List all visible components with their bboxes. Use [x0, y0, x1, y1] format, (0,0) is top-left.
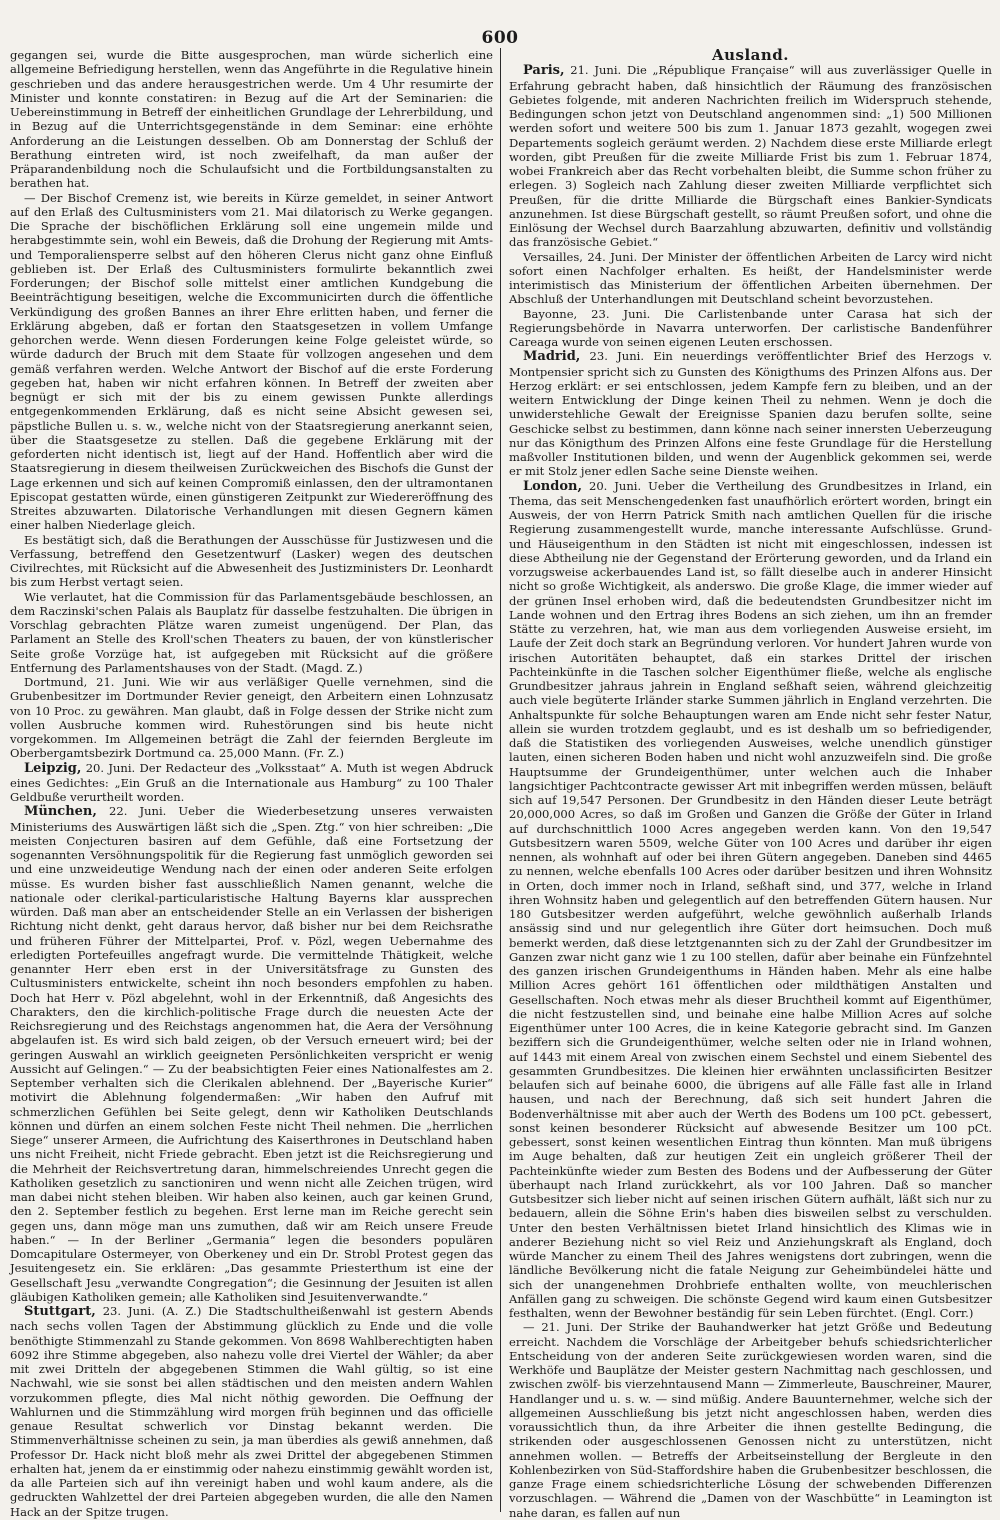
paragraph-text: 23. Juni. Ein neuerdings veröffentlichter Brief des Herzogs v. Montpensier spricht sich zu Gunsten des Königthums des Prinzen Alfons aus. Der Herzog erklärt: er sei entschlossen, jedem Kampfe fern zu bleiben, und an der weitern Entwicklung der Dinge keinen Theil zu nehmen. Wenn je doch die unwiderstehliche Gewalt der Ereignisse Spanien dazu berufen sollte, seine Geschicke selbst zu bestimmen, dann könne nach seiner innersten Ueberzeugung nur das Königthum des Prinzen Alfons eine feste Grundlage für die Herstellung maßvoller Institutionen bilden, und wenn der Augenblick gekommen sei, werde er mit Stolz jener edlen Sache seine Dienste weihen.	[509, 349, 992, 479]
paragraph-text: Dortmund, 21. Juni. Wie wir aus verläßiger Quelle vernehmen, sind die Grubenbesitzer im Dortmunder Revier geneigt, den Arbeitern einen Lohnzusatz von 10 Proc. zu gewähren. Man glaubt, daß in Folge dessen der Strike nicht zum vollen Ausbruche kommen wird. Ruhestörungen sind bis heute nicht vorgekommen. Im Allgemeinen beträgt die Zahl der feiernden Bergleute im Oberbergamtsbezirk Dortmund ca. 25,000 Mann. (Fr. Z.)	[10, 675, 493, 761]
dateline: Leipzig,	[24, 760, 82, 776]
article-paragraph	[10, 1304, 493, 1519]
page-number: 600	[481, 28, 519, 48]
paragraph-text: Bayonne, 23. Juni. Die Carlistenbande unter Carasa hat sich der Regierungsbehörde in Navarra unterworfen. Der carlistische Bandenführer Careaga wurde von seinen eigenen Leuten erschossen.	[509, 306, 992, 349]
article-paragraph	[10, 804, 493, 1304]
article-paragraph	[10, 48, 493, 191]
article-paragraph	[10, 590, 493, 676]
article-paragraph	[509, 250, 992, 307]
dateline: Stuttgart,	[24, 1304, 96, 1319]
paragraph-text: Es bestätigt sich, daß die Berathungen der Ausschüsse für Justizwesen und die Verfassung, betreffend den Gesetzentwurf (Lasker) wegen des deutschen Civilrechtes, mit Rücksicht auf die Abwesenheit des Justizministers Dr. Leonhardt bis zum Herbst vertagt seien.	[10, 532, 493, 590]
paragraph-text: Wie verlautet, hat die Commission für das Parlamentsgebäude beschlossen, an dem Raczinski'schen Palais als Bauplatz für dasselbe festzuhalten. Die übrigen in Vorschlag gebrachten Plätze waren zumeist ungenügend. Der Plan, das Parlament an Stelle des Kroll'schen Theaters zu bauen, der von künstlerischer Seite große Vorzüge hat, ist aufgegeben mit Rücksicht auf die größere Entfernung des Parlamentshauses von der Stadt. (Magd. Z.)	[10, 589, 493, 675]
dateline: Madrid,	[523, 349, 581, 365]
paragraph-text: gegangen sei, wurde die Bitte ausgesprochen, man würde sicherlich eine allgemeine Befriedigung herstellen, wenn das Angeführte in die Regulative hinein geschrieben und das andere herausgestrichen werde. Um 4 Uhr resumirte der Minister und konnte constatiren: in Bezug auf die Art der Seminarien: die Uebereinstimmung in Betreff der einheitlichen Grundlage der Lehrerbildung, und in Bezug auf die Unterrichtsgegenstände in dem Seminar: eine erhöhte Anforderung an die Leistungen desselben. Ob am Donnerstag der Schluß der Berathung eintreten wird, ist noch zweifelhaft, da man außer der Präparandenbildung noch die Schulaufsicht und die Fortbildungsanstalten zu berathen hat.	[10, 48, 493, 191]
dateline: Paris,	[523, 63, 565, 79]
article-paragraph	[509, 349, 992, 478]
paragraph-text: — 21. Juni. Der Strike der Bauhandwerker hat jetzt Größe und Bedeutung erreicht. Nachdem die Vorschläge der Arbeitgeber behufs schiedsrichterlicher Entscheidung von der anderen Seite zurückgewiesen worden waren, sind die Werkhöfe und Bauplätze der Meister gestern Nachmittag nach geschlossen, und zwischen zwölf- bis vierzehntausend Mann — Zimmerleute, Bauschreiner, Maurer, Handlanger und u. s. w. — sind müßig. Andere Bauunternehmer, welche sich der allgemeinen Ausschließung bis jetzt nicht angeschlossen haben, werden dies voraussichtlich thun, da ihre Arbeiter die ihnen gestellte Bedingung, die strikenden oder ausgeschlossenen Genossen nicht zu unterstützen, nicht annehmen wollen. — Betreffs der Arbeitseinstellung der Bergleute in den Kohlenbezirken von Süd-Staffordshire haben die Grubenbesitzer beschlossen, die ganze Frage einem schiedsrichterliche Lösung der schwebenden Differenzen vorzuschlagen. — Während die „Damen von der Waschbütte“ in Leamington ist nahe daran, es fallen auf nun	[509, 1320, 992, 1520]
section-title-ausland: Ausland.	[711, 46, 790, 64]
article-paragraph	[10, 761, 493, 805]
article-columns	[10, 46, 992, 1520]
paragraph-text: 22. Juni. Ueber die Wiederbesetzung unseres verwaisten Ministeriums des Auswärtigen läßt sich die „Spen. Ztg.“ von hier schreiben: „Die meisten Conjecturen basiren auf dem Gefühle, daß eine Fortsetzung der sogenannten Versöhnungspolitik für die Regierung fast unmöglich geworden sei und eine unzweideutige Wendung nach der einen oder anderen Seite erfolgen müsse. Es wurden bisher fast ausschließlich Namen genannt, welche die nationale oder clerikal-particularistische Haltung Bayerns klar aussprechen würden. Daß man aber an entscheidender Stelle an ein Verlassen der bisherigen Richtung nicht denkt, geht daraus hervor, daß bisher nur bei dem Reichsrathe und früheren Führer der Mittelpartei, Prof. v. Pözl, wegen Uebernahme des erledigten Portefeuilles angefragt wurde. Die vermittelnde Thätigkeit, welche genannter Herr eben erst in der Universitätsfrage zu Gunsten des Cultusministers entwickelte, scheint ihn noch besonders empfohlen zu haben. Doch hat Herr v. Pözl abgelehnt, wohl in der Erkenntniß, daß Angesichts des Charakters, den die kirchlich-politische Frage durch die neuesten Acte der Reichsregierung und des Reichstags angenommen hat, die Aera der Versöhnung abgelaufen ist. Es wird sich bald zeigen, ob der Versuch erneuert wird; bei der geringen Auswahl an wirklich geeigneten Persönlichkeiten verspricht er wenig Aussicht auf Gelingen.“ — Zu der beabsichtigten Feier eines Nationalfestes am 2. September verhalten sich die Clerikalen ablehnend. Der „Bayerische Kurier“ motivirt die Ablehnung folgendermaßen: „Wir haben den Aufruf mit schmerzlichen Gefühlen bei Seite gelegt, denn wir Katholiken Deutschlands können und dürfen an einem solchen Feste nicht Theil nehmen. Die „herrlichen Siege“ unserer Armeen, die Aufrichtung des Kaiserthrones in Deutschland haben uns nicht Freiheit, nicht Friede gebracht. Eben jetzt ist die Reichsregierung und die Mehrheit der Reichsvertretung daran, himmelschreiendes Unrecht gegen die Katholiken gesetzlich zu sanctioniren und wenn nicht alle Zeichen trügen, wird man dabei nicht stehen bleiben. Wir haben also keinen, auch gar keinen Grund, den 2. September festlich zu begehen. Erst lerne man im Reiche gerecht sein gegen uns, dann möge man uns zumuthen, daß wir am Reich unsere Freude haben.“ — In der Berliner „Germania“ legen die besonders populären Domcapitulare Ostermeyer, von Oberkeney und ein Dr. Strobl Protest gegen das Jesuitengesetz ein. Sie erklären: „Das gesammte Priesterthum ist eine der Gesellschaft Jesu „verwandte Congregation“; die Gesinnung der Jesuiten ist allen gläubigen Katholiken gemein; alle Katholiken sind Jesuitenverwandte.“	[10, 804, 493, 1304]
right-column	[501, 46, 992, 1520]
article-paragraph	[509, 63, 992, 249]
left-column	[10, 48, 501, 1519]
article-paragraph	[509, 307, 992, 350]
paragraph-text: Versailles, 24. Juni. Der Minister der öffentlichen Arbeiten de Larcy wird nicht sofort einen Nachfolger erhalten. Es heißt, der Handelsminister werde interimistisch das Ministerium der öffentlichen Arbeiten übernehmen. Der Abschluß der Unterhandlungen mit Deutschland scheint bevorzustehen.	[509, 249, 992, 307]
article-paragraph	[509, 479, 992, 1321]
paragraph-text: 23. Juni. (A. Z.) Die Stadtschultheißenwahl ist gestern Abends nach sechs vollen Tagen der Abstimmung glücklich zu Ende und die volle benöthigte Stimmenzahl zu Stande gekommen. Von 8698 Wahlberechtigten haben 6092 ihre Stimme abgegeben, also nahezu volle drei Viertel der Wähler; da aber mit zwei Dritteln der abgegebenen Stimmen die Wahl gültig, so ist eine Nachwahl, wie sie sonst bei allen städtischen und den meisten andern Wahlen vorzukommen pflegte, dies Mal nicht nöthig geworden. Die Oeffnung der Wahlurnen und die Stimmzählung wird morgen früh beginnen und das officielle genaue Resultat schwerlich vor Dinstag bekannt werden. Die Stimmenverhältnisse scheinen zu sein, ja man überdies als gewiß annehmen, daß Professor Dr. Hack nicht bloß mehr als zwei Drittel der abgegebenen Stimmen erhalten hat, jenem da er einstimmig oder nahezu einstimmig gewählt worden ist, da alle Parteien sich auf ihn vereinigt haben und wohl kaum andere, als die gedruckten Wahlzettel der drei Parteien abgegeben wurden, die alle den Namen Hack an der Spitze trugen.	[10, 1304, 493, 1519]
dateline: München,	[24, 804, 97, 820]
article-paragraph	[10, 675, 493, 761]
article-paragraph	[509, 1320, 992, 1520]
paragraph-text: 20. Juni. Ueber die Vertheilung des Grundbesitzes in Irland, ein Thema, das seit Menschengedenken fast unaufhörlich erörtert worden, bringt ein Ausweis, der von Herrn Patrick Smith nach amtlichen Quellen für die irische Regierung zusammengestellt wurde, manche interessante Aufschlüsse. Grund- und Häuseigenthum in den Städten ist nicht mit eingeschlossen, indessen ist diese Abtheilung nie der Gegenstand der Erörterung geworden, und da Irland ein vorzugsweise ackerbauendes Land ist, so fällt dieselbe auch in anderer Hinsicht nicht so große Wichtigkeit, als anderswo. Die große Klage, die immer wieder auf der grünen Insel erhoben wird, daß die bedeutendsten Grundbesitzer nicht im Lande wohnen und den Ertrag ihres Bodens an sich ziehen, um ihn an fremder Stätte zu verzehren, hat, wie man aus dem vorliegenden Ausweise ersieht, im Laufe der Zeit doch stark an Begründung verloren. Vor hundert Jahren wurde von irischen Autoritäten behauptet, daß ein starkes Drittel der irischen Pachteinkünfte in die Taschen solcher Eigenthümer fließe, welche als englische Grundbesitzer jahraus jahrein in England seßhaft seien, während gleichzeitig auch viele begüterte Irländer starke Summen jährlich in England verzehrten. Die Anhaltspunkte für solche Behauptungen waren am Ende nicht sehr fester Natur, allein sie wurden trotzdem geglaubt, und es ist deshalb um so befriedigender, daß die Statistiken des vorliegenden Ausweises, welche unendlich günstiger lauten, einen sicheren Boden haben und nicht wohl anzuzweifeln sind. Die große Hauptsumme der Grundeigenthümer, unter welchen auch die Inhaber langsichtiger Pachtcontracte gewisser Art mit inbegriffen werden müssen, beläuft sich auf 19,547 Personen. Der Grundbesitz in den Händen dieser Leute beträgt 20,000,000 Acres, so daß im Großen und Ganzen die Größe der Güter in Irland auf durchschnittlich 1000 Acres angegeben werden kann. Von den 19,547 Gutsbesitzern waren 5509, welche Güter von 100 Acres und darüber ihr eigen nennen, als wohnhaft auf oder bei ihren Gütern angegeben. Daneben sind 4465 zu nennen, welche ebenfalls 100 Acres oder darüber besitzen und ihren Wohnsitz in Orten, doch immer noch in Irland, seßhaft sind, und 377, welche in Irland ihren Wohnsitz haben und gelegentlich auf den betreffenden Gütern hausen. Nur 180 Gutsbesitzer werden aufgeführt, welche gewöhnlich außerhalb Irlands ansässig sind und nur gelegentlich ihre Güter dort heimsuchen. Doch muß bemerkt werden, daß diese letztgenannten sich zu der Zahl der Grundbesitzer im Ganzen zwar nicht ganz wie 1 zu 100 stellen, dafür aber beinahe ein Fünfzehntel des ganzen irischen Grundeigenthums in Händen haben. Mehr als eine halbe Million Acres gehört 161 öffentlichen oder mildthätigen Anstalten und Gesellschaften. Noch etwas mehr als dieser Bruchtheil kommt auf Eigenthümer, die nicht festzustellen sind, und beinahe eine halbe Million Acres auf solche Eigenthümer unter 100 Acres, die in keine Kategorie gebracht sind. Im Ganzen beziffern sich die Grundeigenthümer, welche selten oder nie in Irland wohnen, auf 1443 mit einem Areal von zwischen einem Sechstel und einem Siebentel des gesammten Grundbesitzes. Die kleinen hier erwähnten unclassificirten Besitzer belaufen sich auf beinahe 6000, die übrigens auf alle Fälle fast alle in Irland hausen, und nach der Berechnung, daß sich seit hundert Jahren die Bodenverhältnisse mit aber auch der Werth des Bodens um 100 pCt. gebessert, sonst keinen besonderer Rücksicht auf abwesende Besitzer um 100 pCt. gebessert, sonst keinen wesentlichen Eintrag thun könnten. Man muß übrigens im Auge behalten, daß zur heutigen Zeit ein ungleich größerer Theil der Pachteinkünfte wieder zum Besten des Bodens und der Aufbesserung der Güter überhaupt nach Irland zurückkehrt, als vor 100 Jahren. Daß so mancher Gutsbesitzer sich lieber nicht auf seinen irischen Gütern aufhält, läßt sich nur zu bedauern, allein die Söhne Erin's haben dies bisweilen selbst zu verschulden. Unter den besten Verhältnissen bietet Irland hinsichtlich des Klimas wie in anderer Beziehung nicht so viel Reiz und Anziehungskraft als England, doch würde Mancher zu einem Theil des Jahres wenigstens dort zubringen, wenn die ländliche Bevölkerung nicht die fatale Neigung zur Geheimbündelei hätte und sich der unangenehmen Drohbriefe enthalten wollte, von meuchlerischen Anfällen gang zu schweigen. Die schönste Gegend wird kaum einen Gutsbesitzer festhalten, wenn der Bewohner beständig für sein Leben fürchtet. (Engl. Corr.)	[509, 478, 992, 1320]
article-paragraph	[10, 191, 493, 533]
paragraph-text: — Der Bischof Cremenz ist, wie bereits in Kürze gemeldet, in seiner Antwort auf den Erlaß des Cultusministers vom 21. Mai dilatorisch zu Werke gegangen. Die Sprache der bischöflichen Erklärung soll eine ungemein milde und herabgestimmte sein, wohl ein Beweis, daß die Drohung der Regierung mit Amts- und Temporaliensperre selbst auf den höheren Clerus nicht ganz ohne Einfluß geblieben ist. Der Erlaß des Cultusministers formulirte bekanntlich zwei Forderungen; der Bischof solle mittelst einer amtlichen Kundgebung die Beeinträchtigung beseitigen, welche die Excommunicirten durch die öffentliche Verkündigung des großen Bannes an ihrer Ehre erlitten haben, und ferner die Erklärung abgeben, daß er fortan den Staatsgesetzen in vollem Umfange gehorchen werde. Wenn diesen Forderungen keine Folge geleistet würde, so würde dadurch der Bruch mit dem Staate für vollzogen angesehen und dem gemäß verfahren werden. Welche Antwort der Bischof auf die erste Forderung gegeben hat, haben wir nicht erfahren können. In Betreff der zweiten aber begnügt er sich mit der bis zu einem gewissen Punkte allerdings entgegenkommenden Erklärung, daß es nicht seine Absicht gewesen sei, päpstliche Bullen u. s. w., welche nicht von der Staatsregierung anerkannt seien, über die Staatsgesetze zu stellen. Daß die gegebene Erklärung mit der geforderten nicht identisch ist, liegt auf der Hand. Hoffentlich aber wird die Staatsregierung in diesem theilweisen Zurückweichen des Bischofs die Gunst der Lage erkennen und sich auf keinen Compromiß einlassen, den der ultramontanen Episcopat gestatten würde, einen günstigeren Zeitpunkt zur Wiedereröffnung des Streites abzuwarten. Dilatorische Verhandlungen mit diesen Gegnern kämen einer halben Niederlage gleich.	[10, 190, 493, 533]
paragraph-text: 20. Juni. Der Redacteur des „Volksstaat“ A. Muth ist wegen Abdruck eines Gedichtes: „Ein Gruß an die Internationale aus Hamburg“ zu 100 Thaler Geldbuße verurtheilt worden.	[10, 760, 493, 804]
paragraph-text: 21. Juni. Die „République Française“ will aus zuverlässiger Quelle in Erfahrung gebracht haben, daß hinsichtlich der Räumung des französischen Gebietes folgende, mit anderen Nachrichten freilich im Widerspruch stehende, Bedingungen schon jetzt von Deutschland angenommen sind: „1) 500 Millionen werden sofort und weitere 500 bis zum 1. Januar 1873 gezahlt, wogegen zwei Departements sogleich geräumt werden. 2) Nachdem diese erste Milliarde erlegt worden, gibt Preußen für die zweite Milliarde Frist bis zum 1. Februar 1874, wobei Frankreich aber das Recht vorbehalten bleibt, die Summe schon früher zu erlegen. 3) Sogleich nach Zahlung dieser zweiten Milliarde verpflichtet sich Preußen, für die dritte Milliarde die Bürgschaft eines Bankier-Syndicats anzunehmen. Ist diese Bürgschaft gestellt, so räumt Preußen sofort, und ohne die Einlösung der Wechsel durch Baarzahlung abzuwarten, definitiv und vollständig das französische Gebiet.“	[509, 63, 992, 250]
article-paragraph	[10, 533, 493, 590]
dateline: London,	[523, 478, 583, 494]
